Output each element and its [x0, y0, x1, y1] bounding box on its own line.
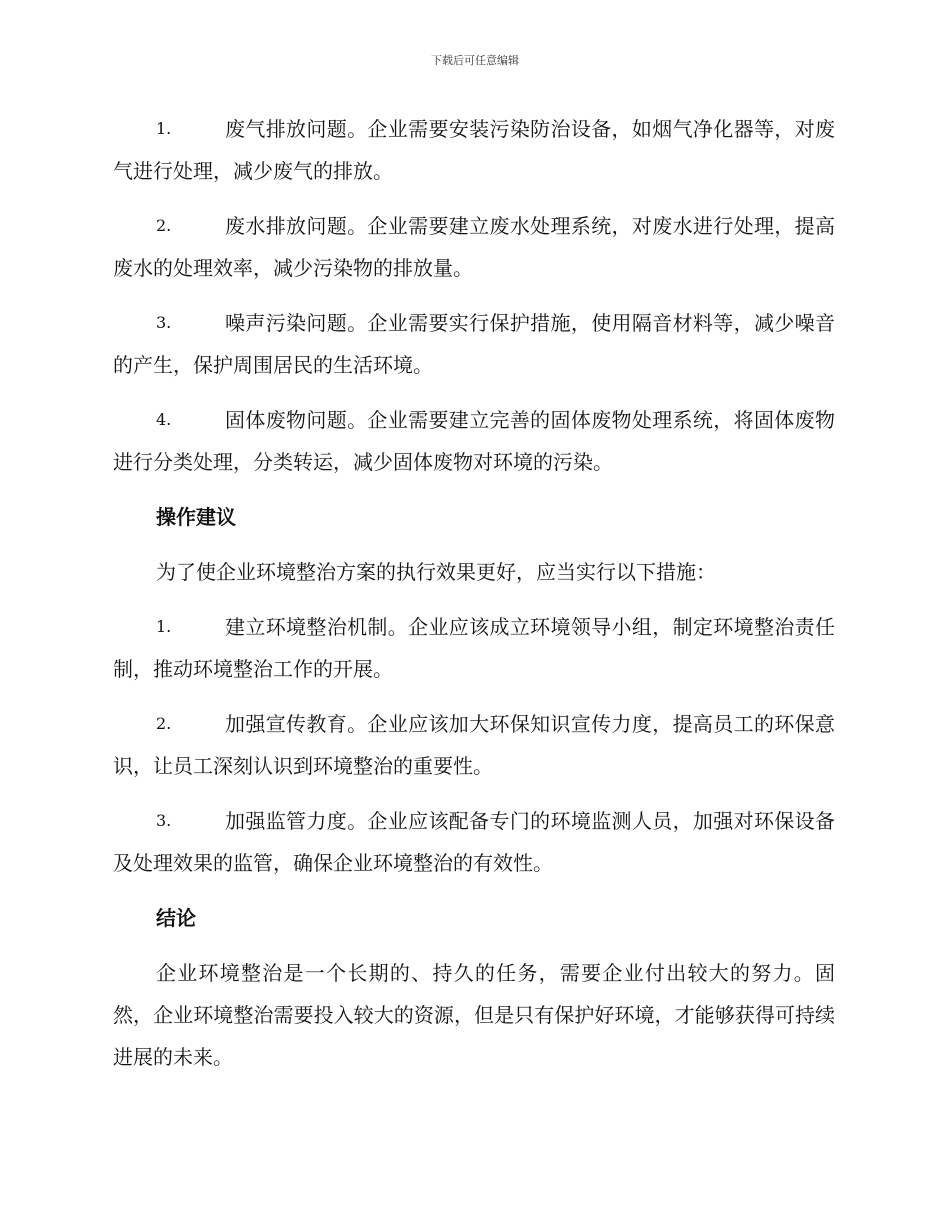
- list-item: [113, 205, 835, 289]
- list-text: 加强监管力度。企业应该配备专门的环境监测人员，加强对环保设备及处理效果的监管，确保企业环境整治的有效性。: [113, 809, 835, 875]
- list-text: 加强宣传教育。企业应该加大环保知识宣传力度，提高员工的环保意识，让员工深刻认识到环境整治的重要性。: [113, 712, 835, 778]
- list-number: 1.: [156, 617, 172, 636]
- list-item: [113, 302, 835, 386]
- section-heading-operations: 操作建议: [156, 505, 236, 529]
- list-text: 建立环境整治机制。企业应该成立环境领导小组，制定环境整治责任制，推动环境整治工作的开展。: [113, 615, 835, 681]
- list-text: 固体废物问题。企业需要建立完善的固体废物处理系统，将固体废物进行分类处理，分类转运，减少固体废物对环境的污染。: [113, 408, 835, 474]
- list-item: [113, 108, 835, 192]
- list-number: 3.: [156, 811, 172, 830]
- list-item: [113, 399, 835, 483]
- list-number: 1.: [156, 119, 172, 138]
- list-text: 噪声污染问题。企业需要实行保护措施，使用隔音材料等，减少噪音的产生，保护周围居民的生活环境。: [113, 311, 835, 377]
- conclusion-paragraph: 企业环境整治是一个长期的、持久的任务，需要企业付出较大的努力。固然，企业环境整治需要投入较大的资源，但是只有保护好环境，才能够获得可持续进展的未来。: [113, 961, 835, 1069]
- list-number: 2.: [156, 216, 172, 235]
- list-item: [113, 800, 835, 884]
- list-item: [113, 703, 835, 787]
- list-item: [113, 606, 835, 690]
- operations-intro-paragraph: 为了使企业环境整治方案的执行效果更好，应当实行以下措施：: [156, 560, 716, 584]
- section-heading-conclusion: 结论: [156, 906, 196, 930]
- list-text: 废水排放问题。企业需要建立废水处理系统，对废水进行处理，提高废水的处理效率，减少污染物的排放量。: [113, 214, 835, 280]
- document-body: [113, 108, 835, 1091]
- list-number: 2.: [156, 714, 172, 733]
- page-header: 下载后可任意编辑: [431, 54, 519, 67]
- list-text: 废气排放问题。企业需要安装污染防治设备，如烟气净化器等，对废气进行处理，减少废气的排放。: [113, 117, 835, 183]
- list-number: 3.: [156, 313, 172, 332]
- list-number: 4.: [156, 410, 172, 429]
